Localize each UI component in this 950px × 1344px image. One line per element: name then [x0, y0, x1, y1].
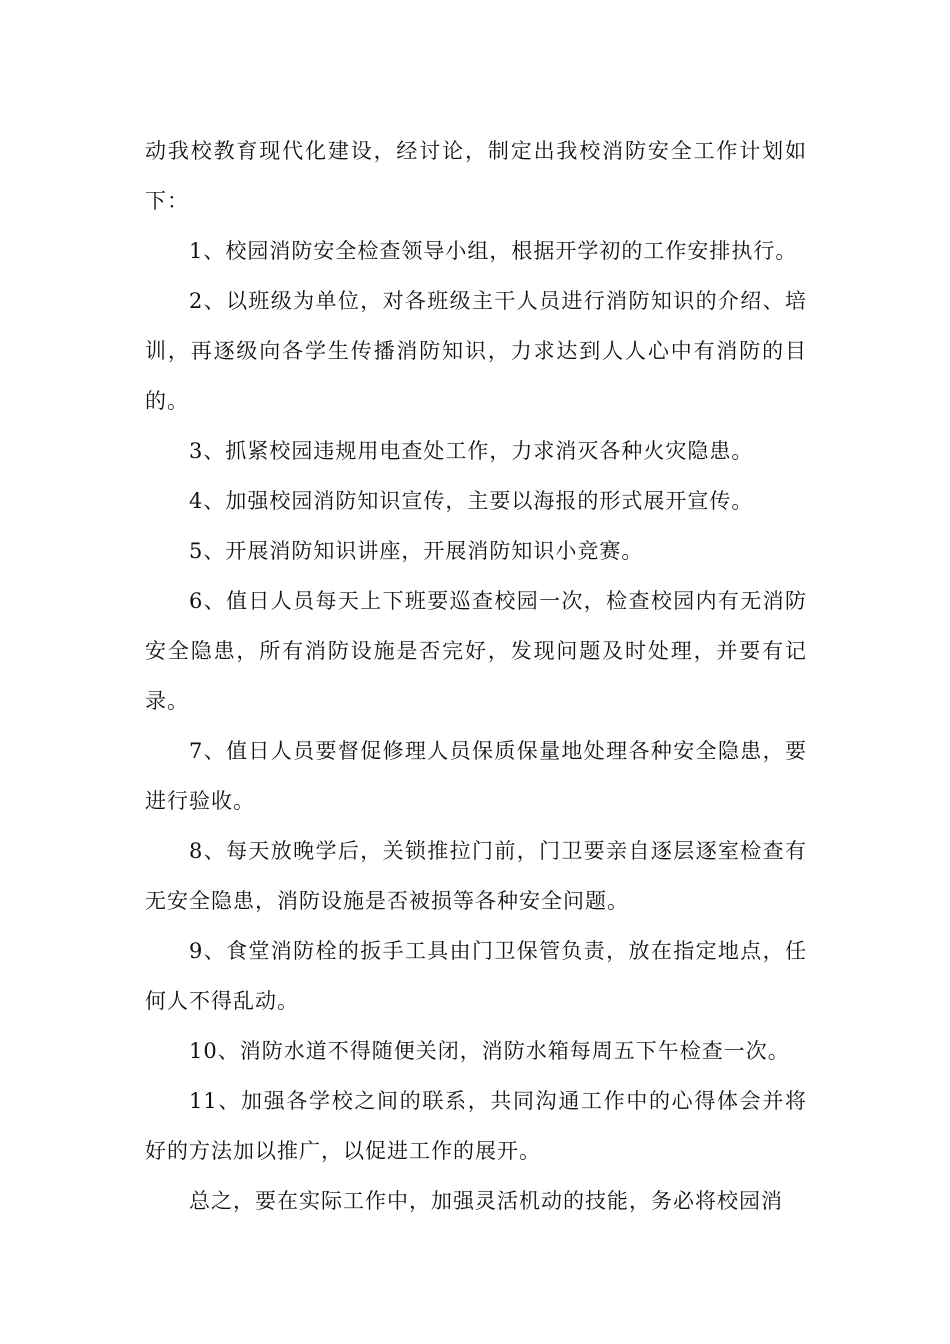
paragraph-item-7: 7、值日人员要督促修理人员保质保量地处理各种安全隐患，要进行验收。 — [145, 739, 807, 813]
paragraph-summary: 总之，要在实际工作中，加强灵活机动的技能，务必将校园消 — [189, 1189, 783, 1213]
document-body — [145, 126, 807, 1226]
paragraph-item-11: 11、加强各学校之间的联系，共同沟通工作中的心得体会并将好的方法加以推广，以促进工作的展开。 — [145, 1089, 807, 1163]
paragraph-item-8: 8、每天放晚学后，关锁推拉门前，门卫要亲自逐层逐室检查有无安全隐患，消防设施是否被损等各种安全问题。 — [145, 839, 807, 913]
paragraph-item-5: 5、开展消防知识讲座，开展消防知识小竞赛。 — [189, 539, 644, 563]
paragraph-intro: 动我校教育现代化建设，经讨论，制定出我校消防安全工作计划如下： — [145, 139, 807, 213]
paragraph-item-2: 2、以班级为单位，对各班级主干人员进行消防知识的介绍、培训，再逐级向各学生传播消防知识，力求达到人人心中有消防的目的。 — [145, 289, 807, 413]
paragraph-item-1: 1、校园消防安全检查领导小组，根据开学初的工作安排执行。 — [189, 239, 798, 263]
paragraph-item-4: 4、加强校园消防知识宣传，主要以海报的形式展开宣传。 — [189, 489, 754, 513]
paragraph-item-3: 3、抓紧校园违规用电查处工作，力求消灭各种火灾隐患。 — [189, 439, 754, 463]
paragraph-item-6: 6、值日人员每天上下班要巡查校园一次，检查校园内有无消防安全隐患，所有消防设施是否完好，发现问题及时处理，并要有记录。 — [145, 589, 807, 713]
paragraph-item-10: 10、消防水道不得随便关闭，消防水箱每周五下午检查一次。 — [189, 1039, 790, 1063]
paragraph-item-9: 9、食堂消防栓的扳手工具由门卫保管负责，放在指定地点，任何人不得乱动。 — [145, 939, 807, 1013]
